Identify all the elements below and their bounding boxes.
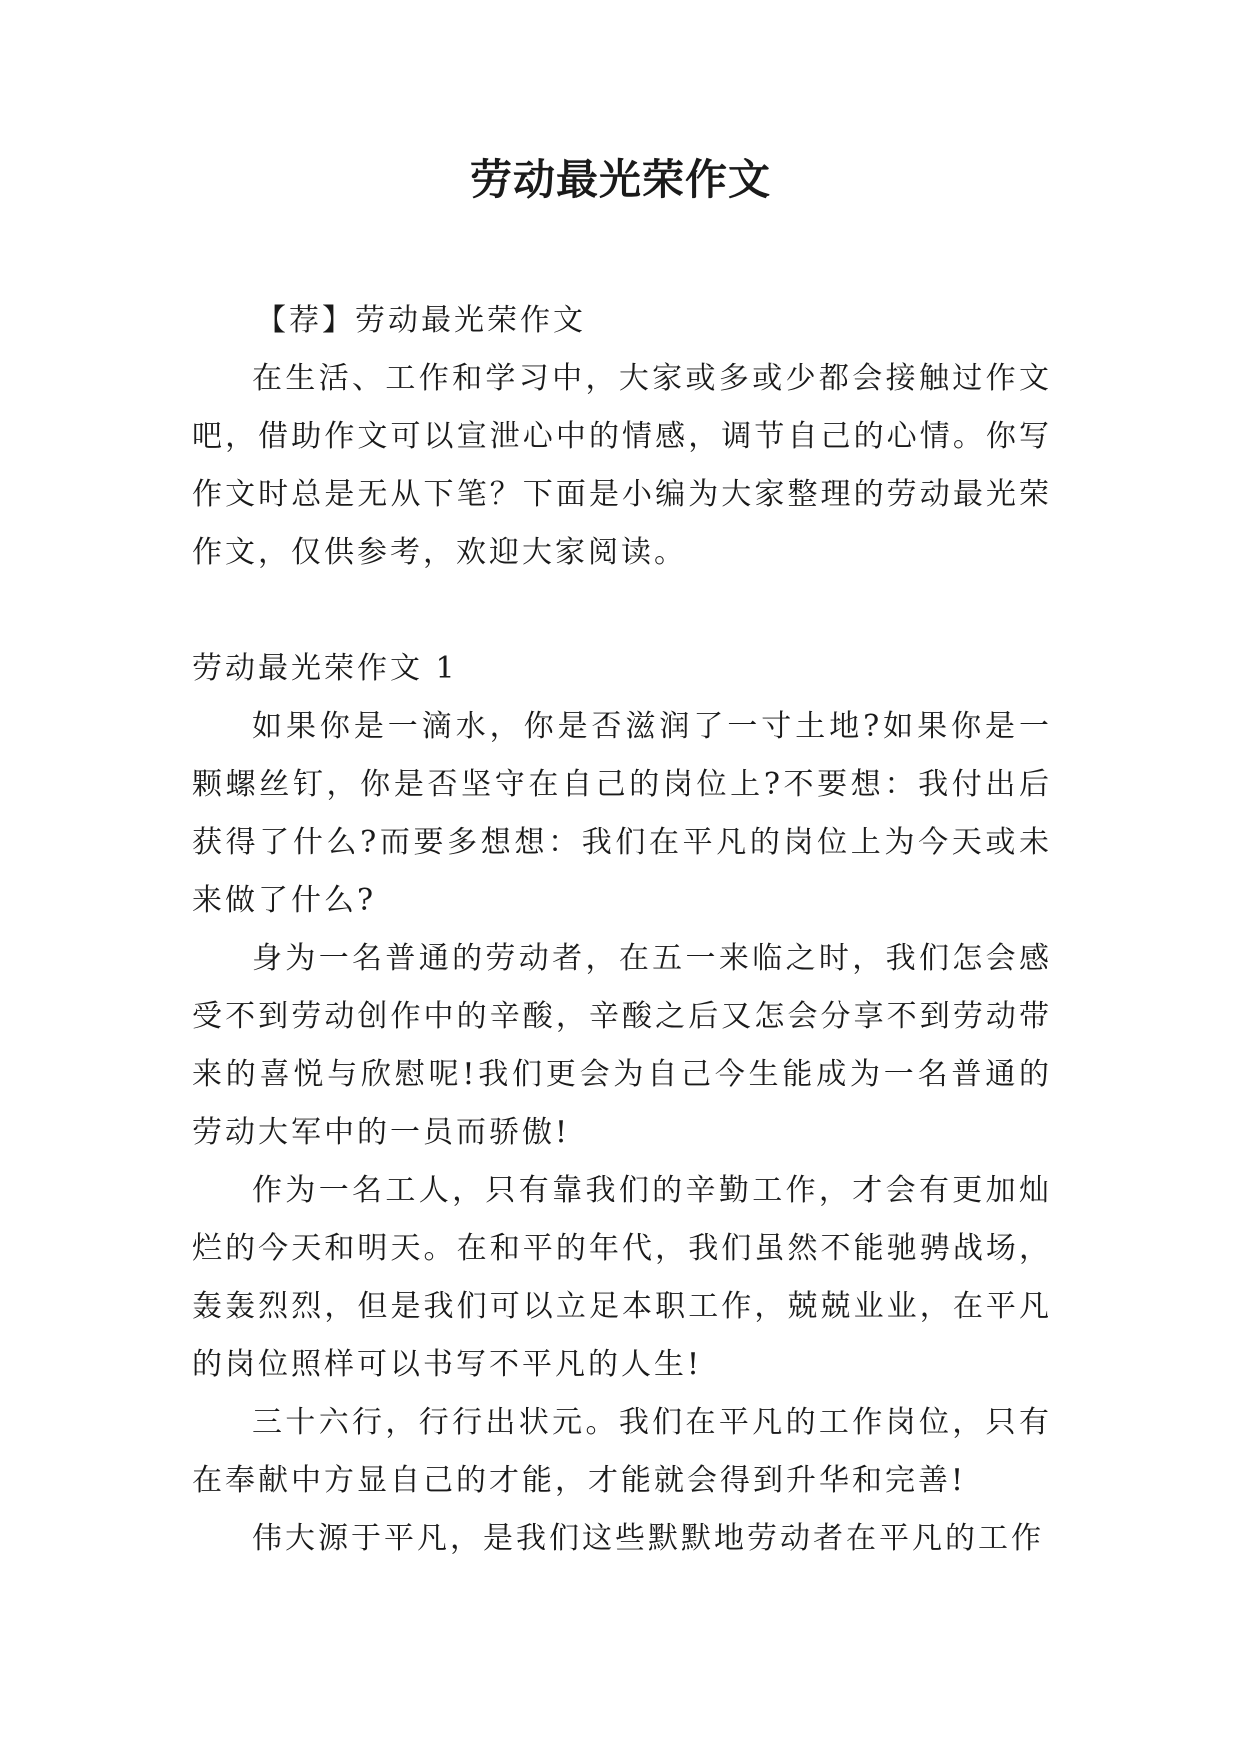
body-paragraph: 作为一名工人，只有靠我们的辛勤工作，才会有更加灿烂的今天和明天。在和平的年代，我们虽然不能驰骋战场，轰轰烈烈，但是我们可以立足本职工作，兢兢业业，在平凡的岗位照样可以书写不平凡的人生! (192, 1173, 1052, 1382)
document-body (192, 292, 1052, 1568)
section-heading: 劳动最光荣作文 1 (192, 651, 458, 686)
recommend-line: 【荐】劳动最光荣作文 (256, 303, 586, 338)
body-paragraph: 三十六行，行行出状元。我们在平凡的工作岗位，只有在奉献中方显自己的才能，才能就会得到升华和完善! (192, 1405, 1052, 1498)
intro-paragraph: 在生活、工作和学习中，大家或多或少都会接触过作文吧，借助作文可以宣泄心中的情感，调节自己的心情。你写作文时总是无从下笔？下面是小编为大家整理的劳动最光荣作文，仅供参考，欢迎大家阅读。 (192, 361, 1052, 570)
body-paragraph: 身为一名普通的劳动者，在五一来临之时，我们怎会感受不到劳动创作中的辛酸，辛酸之后又怎会分享不到劳动带来的喜悦与欣慰呢!我们更会为自己今生能成为一名普通的劳动大军中的一员而骄傲! (192, 941, 1052, 1150)
body-paragraph: 伟大源于平凡，是我们这些默默地劳动者在平凡的工作 (252, 1521, 1044, 1556)
document-title: 劳动最光荣作文 (469, 155, 771, 204)
body-paragraph: 如果你是一滴水，你是否滋润了一寸土地?如果你是一颗螺丝钉，你是否坚守在自己的岗位上?不要想：我付出后获得了什么?而要多想想：我们在平凡的岗位上为今天或未来做了什么? (192, 709, 1052, 918)
